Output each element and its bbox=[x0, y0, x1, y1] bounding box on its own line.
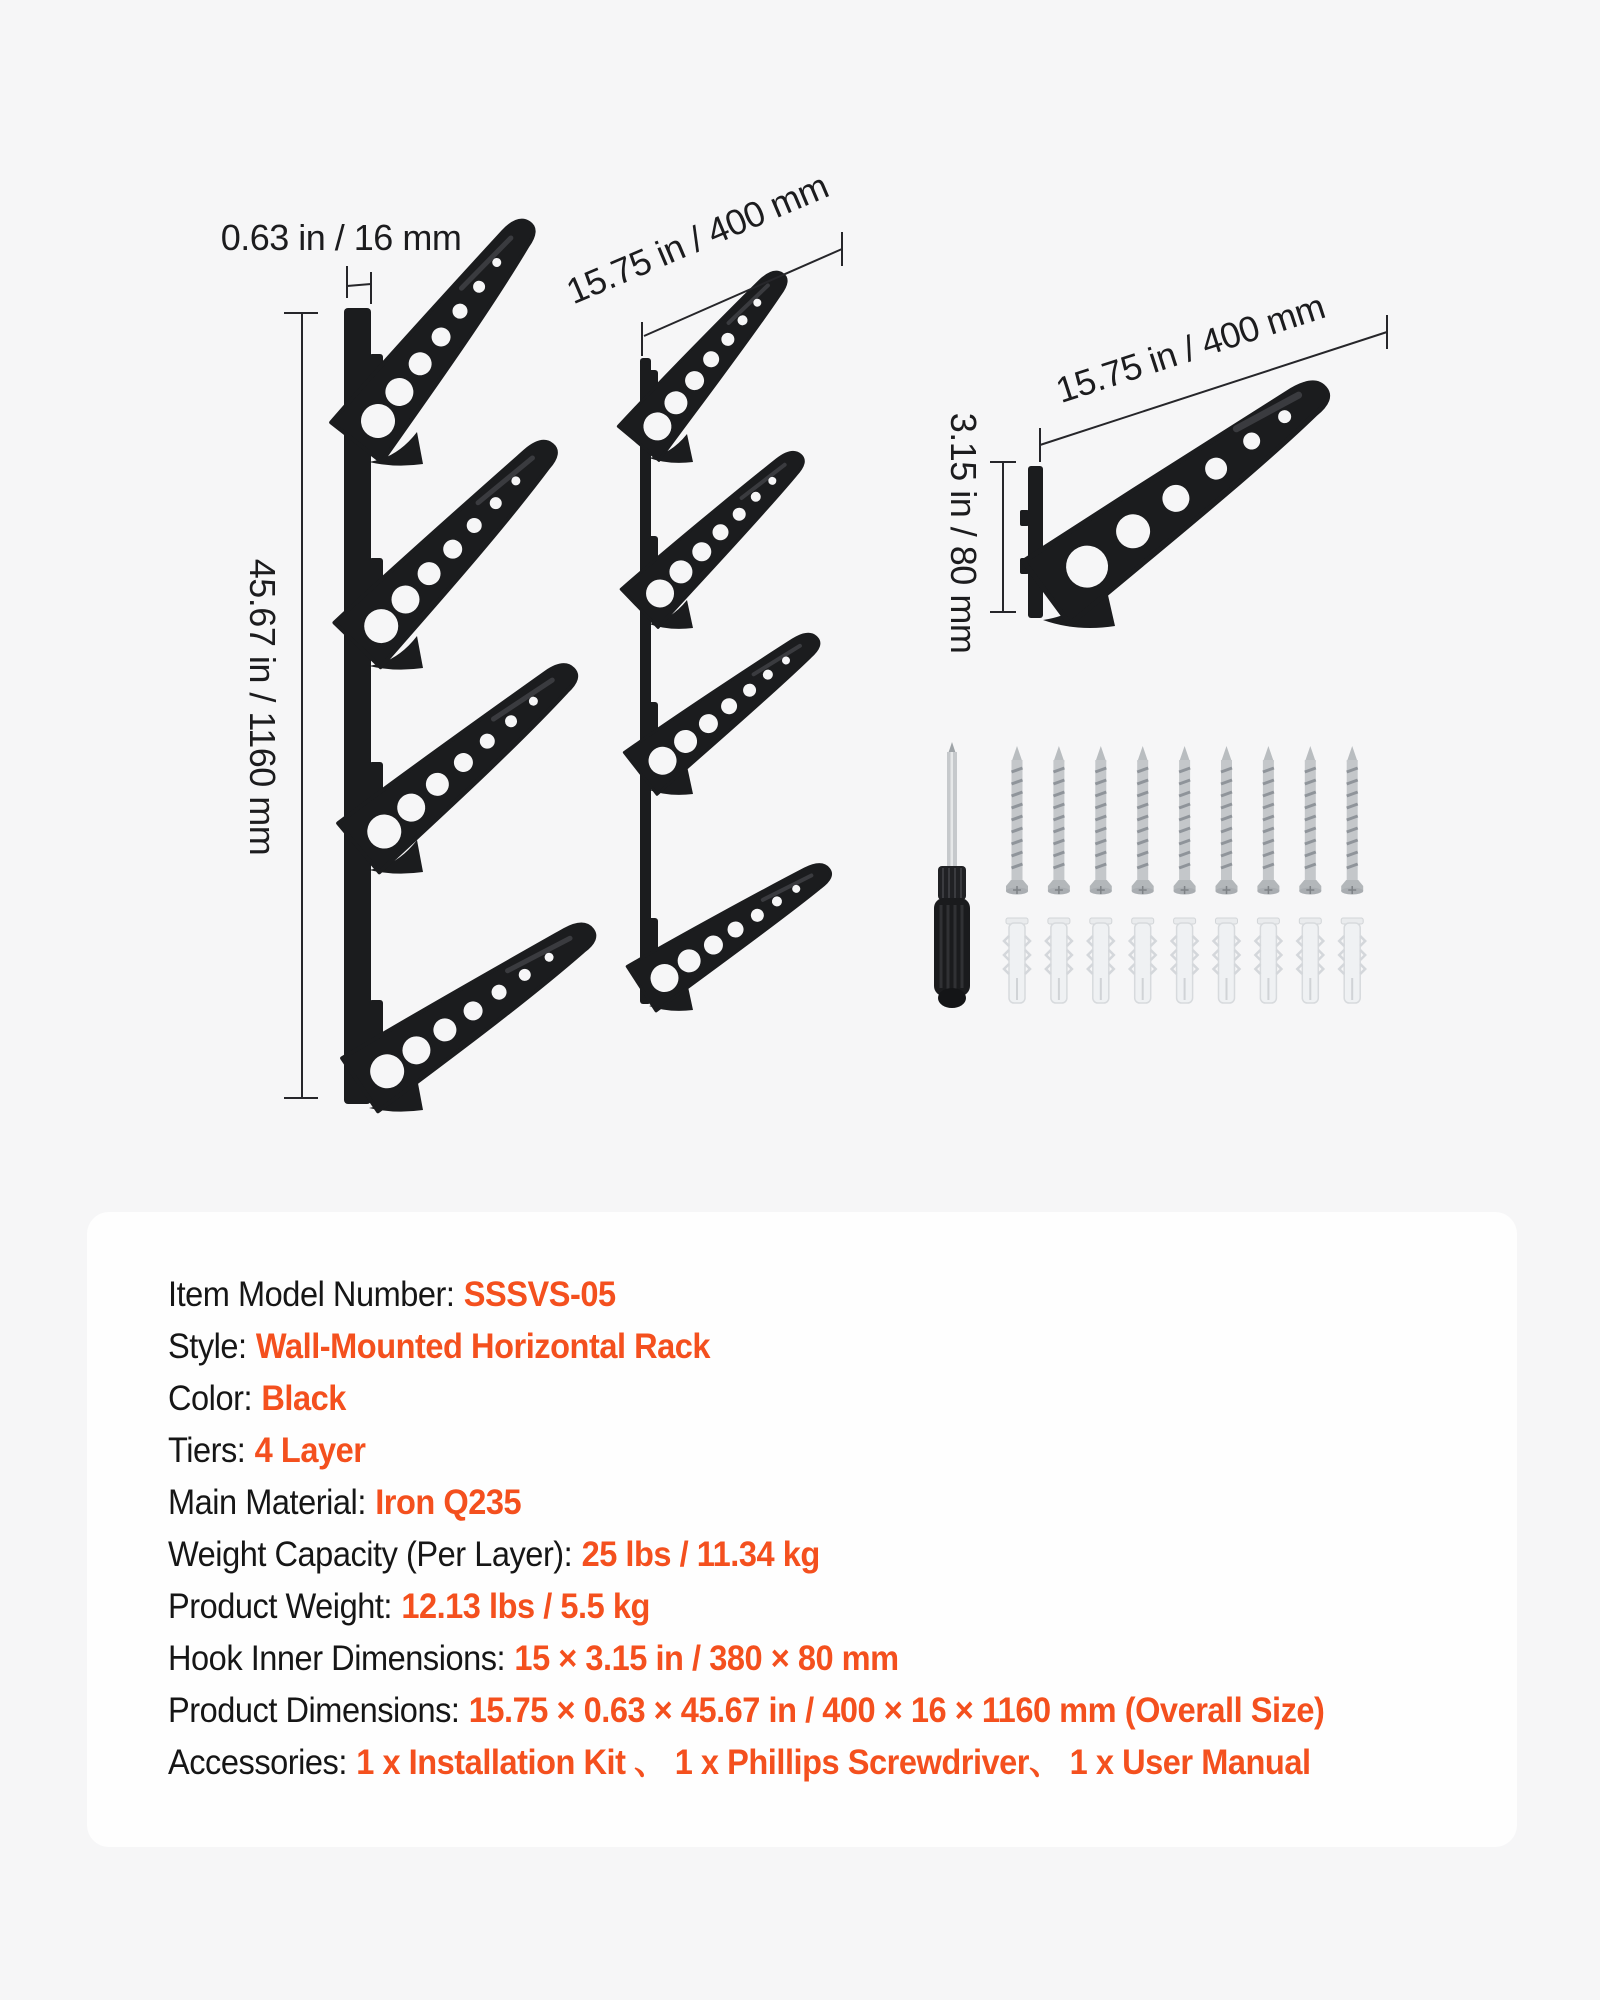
rack-arm bbox=[627, 846, 842, 1011]
hook-depth-label: 15.75 in / 400 mm bbox=[1050, 285, 1330, 411]
spec-value: 12.13 lbs / 5.5 kg bbox=[401, 1587, 650, 1626]
spec-row bbox=[168, 1477, 1395, 1529]
spec-label: Tiers: bbox=[168, 1431, 246, 1470]
mounting-screw bbox=[1216, 746, 1238, 895]
wall-anchor bbox=[1004, 918, 1030, 1003]
spec-value: 4 Layer bbox=[254, 1431, 366, 1470]
spec-label: Product Weight: bbox=[168, 1587, 393, 1626]
spec-row bbox=[168, 1373, 1395, 1425]
spec-value: Iron Q235 bbox=[375, 1483, 522, 1522]
spec-row bbox=[168, 1685, 1395, 1737]
wall-anchor bbox=[1088, 918, 1114, 1003]
wall-anchor bbox=[1046, 918, 1072, 1003]
spec-label: Product Dimensions: bbox=[168, 1691, 460, 1730]
rack-thickness-label: 0.63 in / 16 mm bbox=[220, 217, 462, 258]
spec-label: Accessories: bbox=[168, 1743, 347, 1782]
spec-card bbox=[87, 1212, 1517, 1847]
mounting-screw bbox=[1132, 746, 1154, 895]
spec-value: 15.75 × 0.63 × 45.67 in / 400 × 16 × 1160 mm (Overall Size) bbox=[468, 1691, 1325, 1730]
mounting-screw bbox=[1090, 746, 1112, 895]
dim-hook-depth bbox=[1040, 285, 1387, 462]
mounting-screw bbox=[1299, 746, 1321, 895]
spec-row bbox=[168, 1269, 1395, 1321]
rack-arm bbox=[342, 902, 609, 1111]
wall-anchor bbox=[1297, 918, 1323, 1003]
phillips-screwdriver bbox=[934, 742, 970, 1008]
dim-rack-depth bbox=[560, 165, 842, 356]
spec-label: Weight Capacity (Per Layer): bbox=[168, 1535, 573, 1574]
spec-value: Black bbox=[261, 1379, 346, 1418]
dim-hook-height bbox=[943, 413, 1016, 654]
wall-anchor bbox=[1255, 918, 1281, 1003]
spec-value: 25 lbs / 11.34 kg bbox=[581, 1535, 820, 1574]
spec-row bbox=[168, 1321, 1395, 1373]
spec-value: SSSVS-05 bbox=[463, 1275, 616, 1314]
mounting-screw bbox=[1174, 746, 1196, 895]
rack-arm bbox=[624, 616, 832, 795]
mounting-screw bbox=[1048, 746, 1070, 895]
dim-rack-thickness bbox=[221, 217, 462, 304]
mounting-screw bbox=[1257, 746, 1279, 895]
rack-height-label: 45.67 in / 1160 mm bbox=[242, 558, 283, 856]
wall-anchor bbox=[1172, 918, 1198, 1003]
spec-label: Style: bbox=[168, 1327, 247, 1366]
mounting-screw bbox=[1006, 746, 1028, 895]
dim-rack-height bbox=[242, 313, 318, 1098]
spec-list bbox=[87, 1212, 1517, 1789]
spec-value: 1 x Installation Kit 、 1 x Phillips Screwdriver、 1 x User Manual bbox=[356, 1743, 1311, 1782]
spec-row bbox=[168, 1633, 1395, 1685]
rack-depth-label: 15.75 in / 400 mm bbox=[560, 164, 834, 313]
spec-row bbox=[168, 1425, 1395, 1477]
spec-label: Main Material: bbox=[168, 1483, 366, 1522]
rack-side-view bbox=[618, 256, 842, 1011]
spec-value: 15 × 3.15 in / 380 × 80 mm bbox=[514, 1639, 899, 1678]
anchors-row bbox=[1004, 918, 1365, 1003]
spec-row bbox=[168, 1529, 1395, 1581]
spec-value: Wall-Mounted Horizontal Rack bbox=[255, 1327, 711, 1366]
spec-label: Hook Inner Dimensions: bbox=[168, 1639, 506, 1678]
rack-front-view bbox=[331, 203, 609, 1112]
spec-label: Color: bbox=[168, 1379, 253, 1418]
spec-row bbox=[168, 1737, 1395, 1789]
wall-anchor bbox=[1130, 918, 1156, 1003]
spec-row bbox=[168, 1581, 1395, 1633]
spec-label: Item Model Number: bbox=[168, 1275, 455, 1314]
rack-arm bbox=[338, 644, 593, 874]
screws-row bbox=[1006, 746, 1363, 895]
wall-anchor bbox=[1339, 918, 1365, 1003]
hook-height-label: 3.15 in / 80 mm bbox=[943, 412, 984, 654]
wall-anchor bbox=[1214, 918, 1240, 1003]
mounting-screw bbox=[1341, 746, 1363, 895]
